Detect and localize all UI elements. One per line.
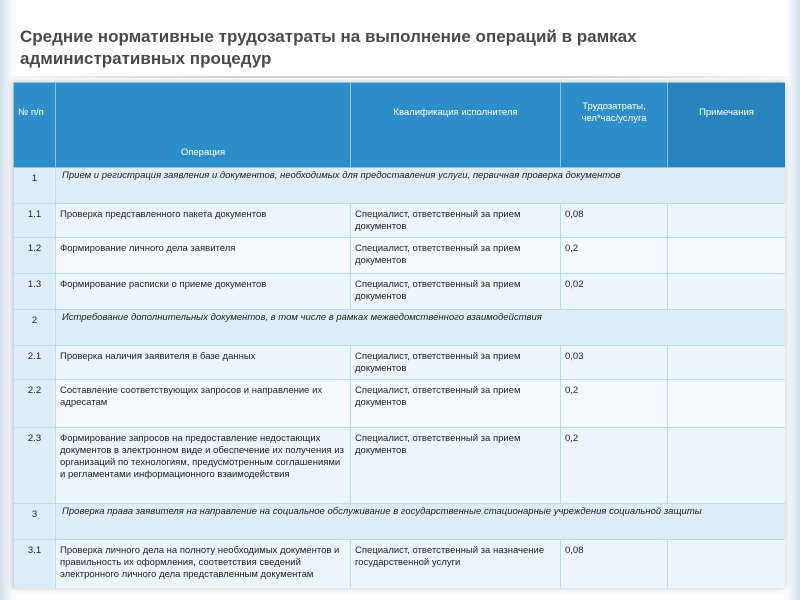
qualification-cell: Специалист, ответственный за прием документов: [351, 238, 561, 274]
operation-cell: Проверка наличия заявителя в базе данных: [56, 346, 351, 380]
row-number: 2.1: [14, 346, 56, 380]
section-row: [14, 168, 786, 204]
labor-cell: 0,08: [561, 540, 668, 589]
qualification-cell: Специалист, ответственный за прием документов: [351, 274, 561, 310]
qualification-cell: Специалист, ответственный за прием документов: [351, 428, 561, 504]
qualification-cell: Специалист, ответственный за прием документов: [351, 204, 561, 238]
notes-cell: [668, 380, 786, 428]
table-row: [14, 204, 786, 238]
row-number: 1.3: [14, 274, 56, 310]
labor-cell: 0,02: [561, 274, 668, 310]
operation-cell: Проверка личного дела на полноту необходимых документов и правильность их оформления, соответствия сведений электронного личного дела представленным документам: [56, 540, 351, 589]
section-title: Проверка права заявителя на направление на социальное обслуживание в государственные стационарные учреждения социальной защиты: [56, 504, 786, 540]
section-row: [14, 310, 786, 346]
section-number: 2: [14, 310, 56, 346]
operation-cell: Составление соответствующих запросов и направление их адресатам: [56, 380, 351, 428]
section-number: 3: [14, 504, 56, 540]
labor-cell: 0,2: [561, 238, 668, 274]
section-title: Истребование дополнительных документов, в том числе в рамках межведомственного взаимодействия: [56, 310, 786, 346]
table-row: [14, 238, 786, 274]
table-row: [14, 428, 786, 504]
section-row: [14, 504, 786, 540]
header-num: № п/п: [14, 83, 56, 168]
header-labor: Трудозатраты, чел*час/услуга: [561, 83, 668, 168]
labor-table-container: [13, 82, 785, 588]
right-gradient-border: [786, 0, 800, 600]
operation-cell: Формирование личного дела заявителя: [56, 238, 351, 274]
operation-cell: Формирование расписки о приеме документов: [56, 274, 351, 310]
operation-cell: Формирование запросов на предоставление недостающих документов в электронном виде и обеспечение их получения из организаций по технологиям, предусмотренным соглашениями и регламентами информационного взаимодействия: [56, 428, 351, 504]
title-divider: [10, 76, 790, 78]
header-qualification: Квалификация исполнителя: [351, 83, 561, 168]
row-number: 1.1: [14, 204, 56, 238]
notes-cell: [668, 428, 786, 504]
slide-title: Средние нормативные трудозатраты на выполнение операций в рамках административных процедур: [20, 27, 637, 68]
notes-cell: [668, 540, 786, 589]
labor-cell: 0,2: [561, 380, 668, 428]
left-gradient-border: [0, 0, 14, 600]
section-title: Прием и регистрация заявления и документов, необходимых для предоставления услуги, первичная проверка документов: [56, 168, 786, 204]
section-number: 1: [14, 168, 56, 204]
labor-table: [13, 82, 785, 588]
table-row: [14, 346, 786, 380]
operation-cell: Проверка представленного пакета документов: [56, 204, 351, 238]
table-row: [14, 380, 786, 428]
qualification-cell: Специалист, ответственный за прием документов: [351, 380, 561, 428]
labor-cell: 0,08: [561, 204, 668, 238]
header-row: [14, 83, 786, 168]
table-row: [14, 540, 786, 589]
notes-cell: [668, 238, 786, 274]
header-notes: Примечания: [668, 83, 786, 168]
notes-cell: [668, 346, 786, 380]
labor-cell: 0,2: [561, 428, 668, 504]
qualification-cell: Специалист, ответственный за назначение государственной услуги: [351, 540, 561, 589]
header-operation: Операция: [56, 83, 351, 168]
qualification-cell: Специалист, ответственный за прием документов: [351, 346, 561, 380]
row-number: 1.2: [14, 238, 56, 274]
labor-cell: 0,03: [561, 346, 668, 380]
notes-cell: [668, 204, 786, 238]
row-number: 3.1: [14, 540, 56, 589]
table-row: [14, 274, 786, 310]
row-number: 2.3: [14, 428, 56, 504]
notes-cell: [668, 274, 786, 310]
row-number: 2.2: [14, 380, 56, 428]
